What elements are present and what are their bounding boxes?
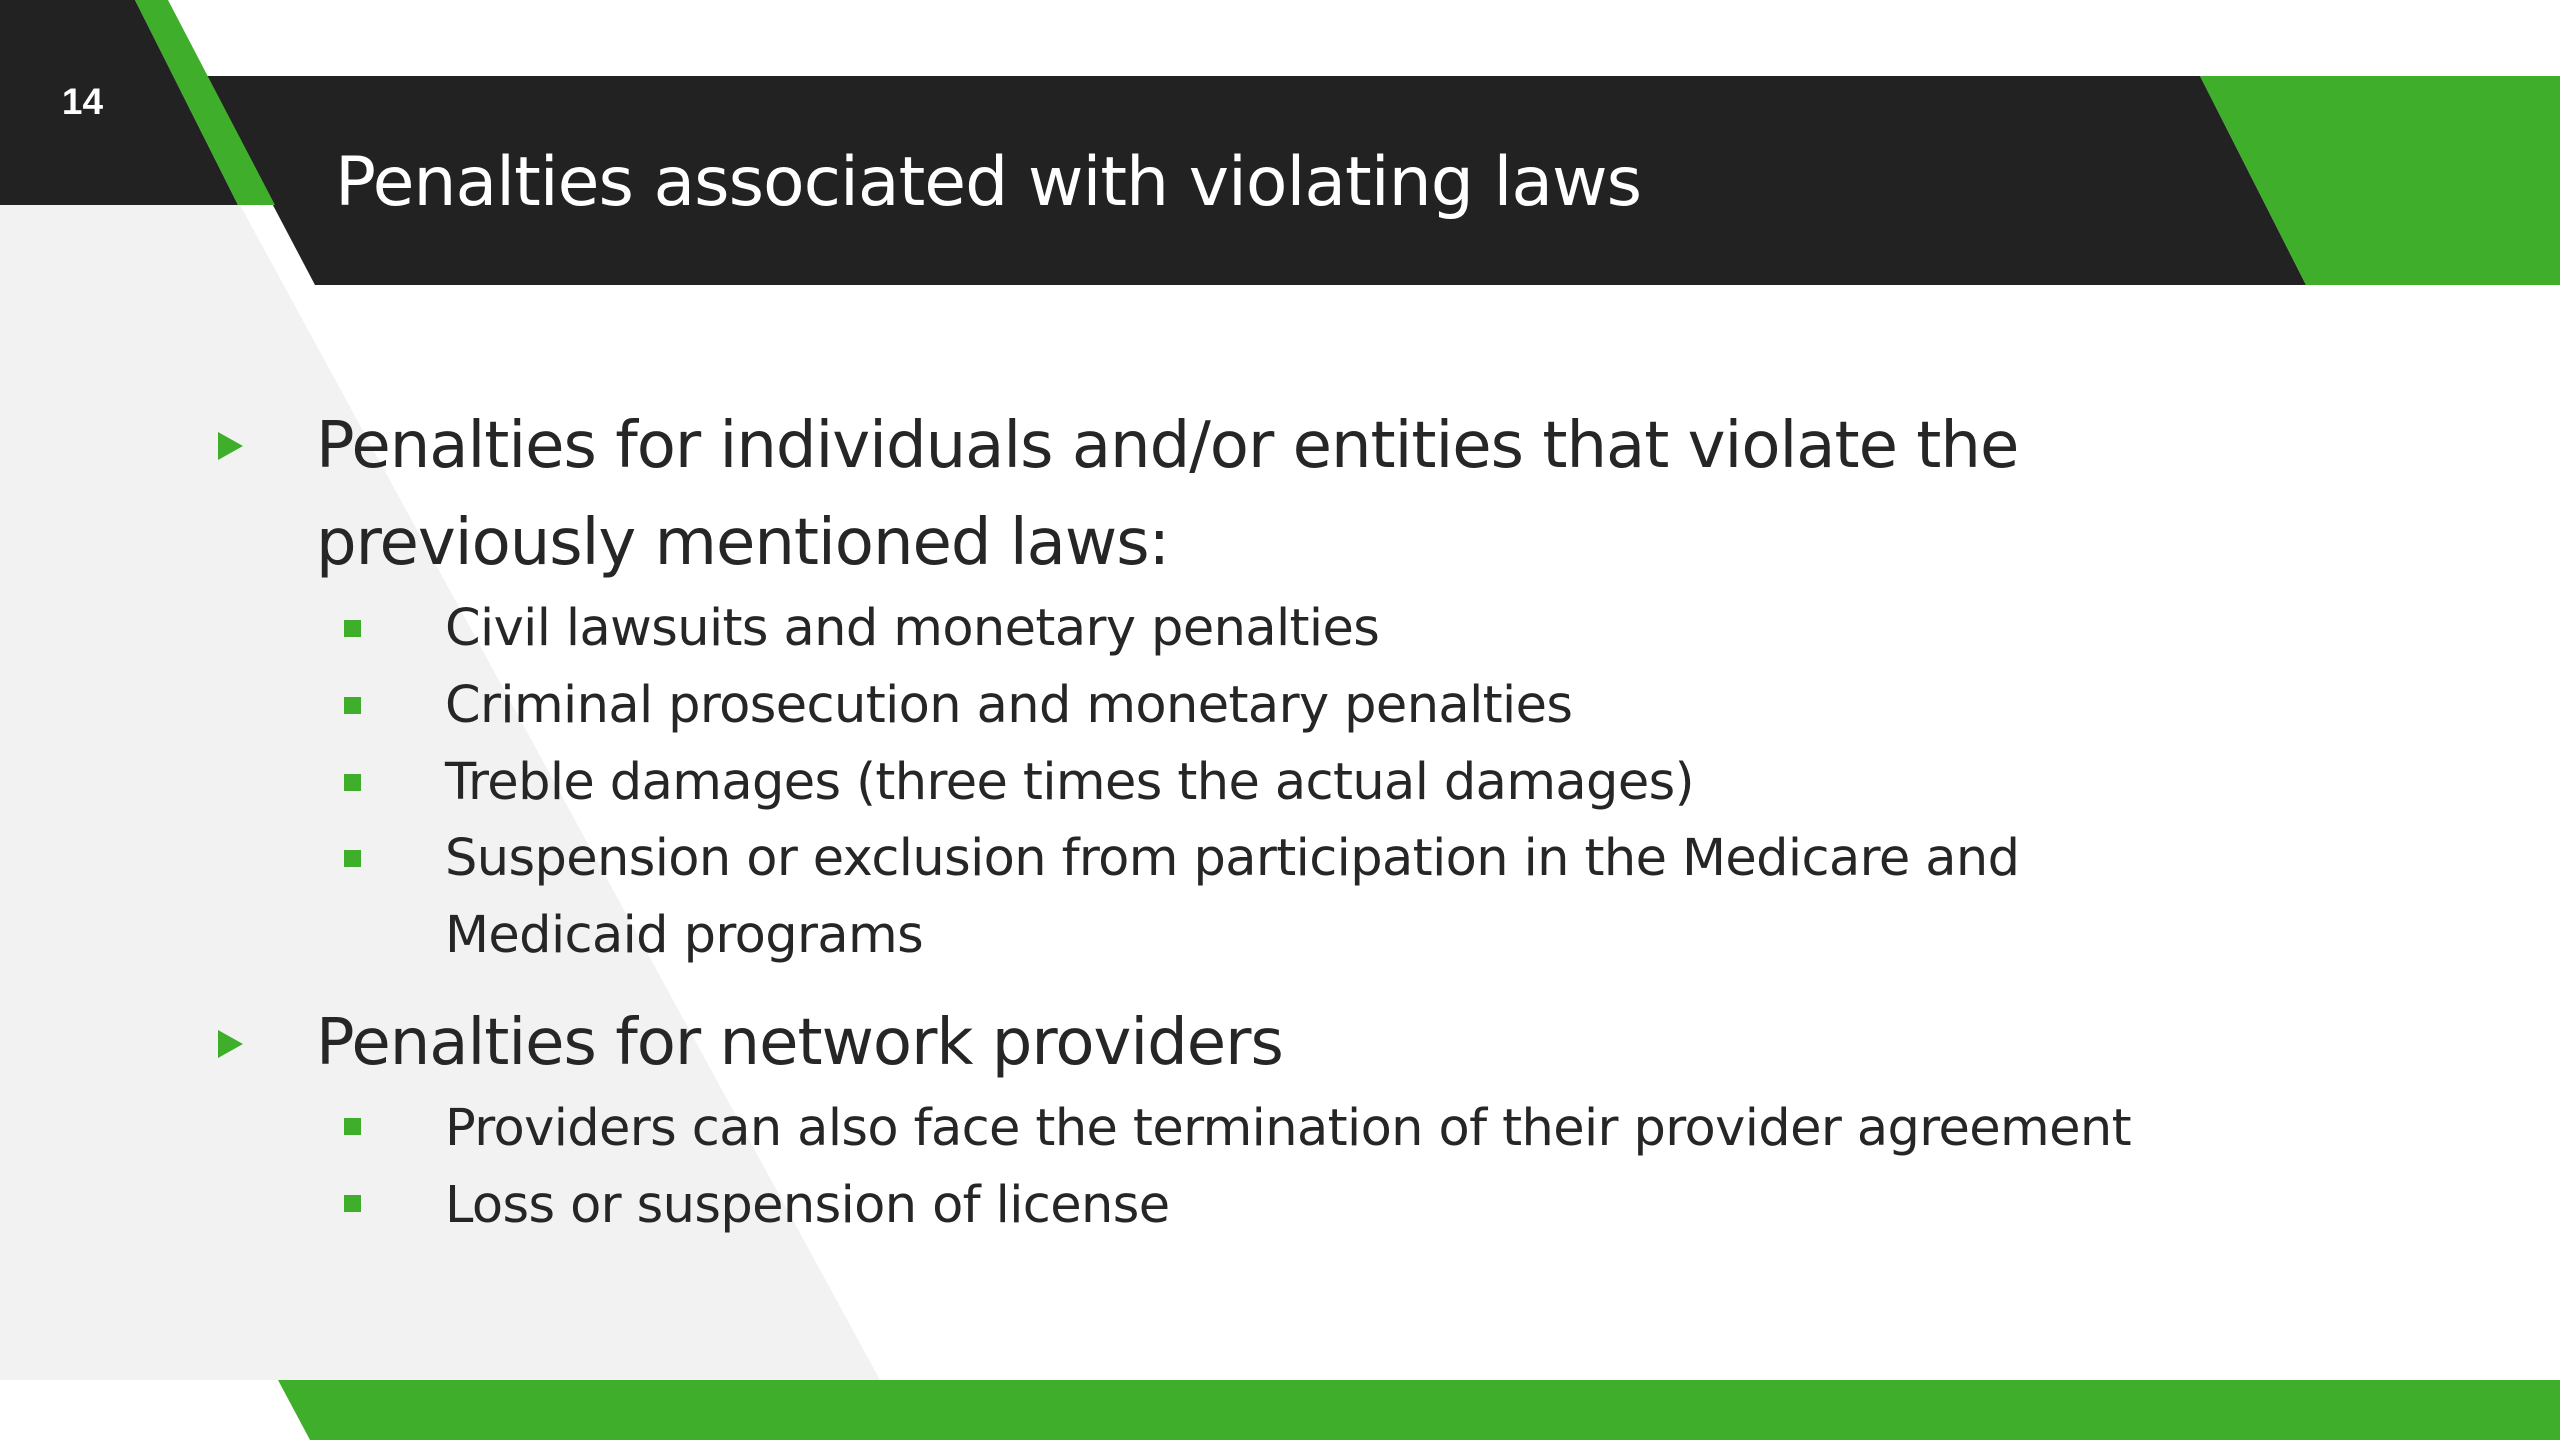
sub-bullet-1-4: Suspension or exclusion from participation in the Medicare and Medicaid programs [445, 829, 2020, 965]
sub-bullet-square-icon [344, 620, 361, 637]
sub-bullet-square-icon [344, 1195, 361, 1212]
slide-title: Penalties associated with violating laws [335, 143, 1642, 222]
bullet-2: Penalties for network providers [316, 1006, 1283, 1080]
sub-bullet-2-1: Providers can also face the termination of their provider agreement [445, 1099, 2132, 1158]
sub-bullet-square-icon [344, 697, 361, 714]
sub-bullet-2-2: Loss or suspension of license [445, 1176, 1170, 1235]
bullet-1: Penalties for individuals and/or entities that violate the previously mentioned laws: [316, 409, 2019, 580]
sub-bullet-1-3: Treble damages (three times the actual damages) [445, 753, 1694, 812]
sub-bullet-1-1: Civil lawsuits and monetary penalties [445, 599, 1380, 658]
bullet-arrow-icon [218, 432, 243, 460]
sub-bullet-square-icon [344, 774, 361, 791]
slide-number: 14 [61, 81, 104, 122]
sub-bullet-1-2: Criminal prosecution and monetary penalties [445, 676, 1573, 735]
sub-bullet-square-icon [344, 1118, 361, 1135]
sub-bullet-square-icon [344, 850, 361, 867]
bullet-arrow-icon [218, 1030, 243, 1058]
